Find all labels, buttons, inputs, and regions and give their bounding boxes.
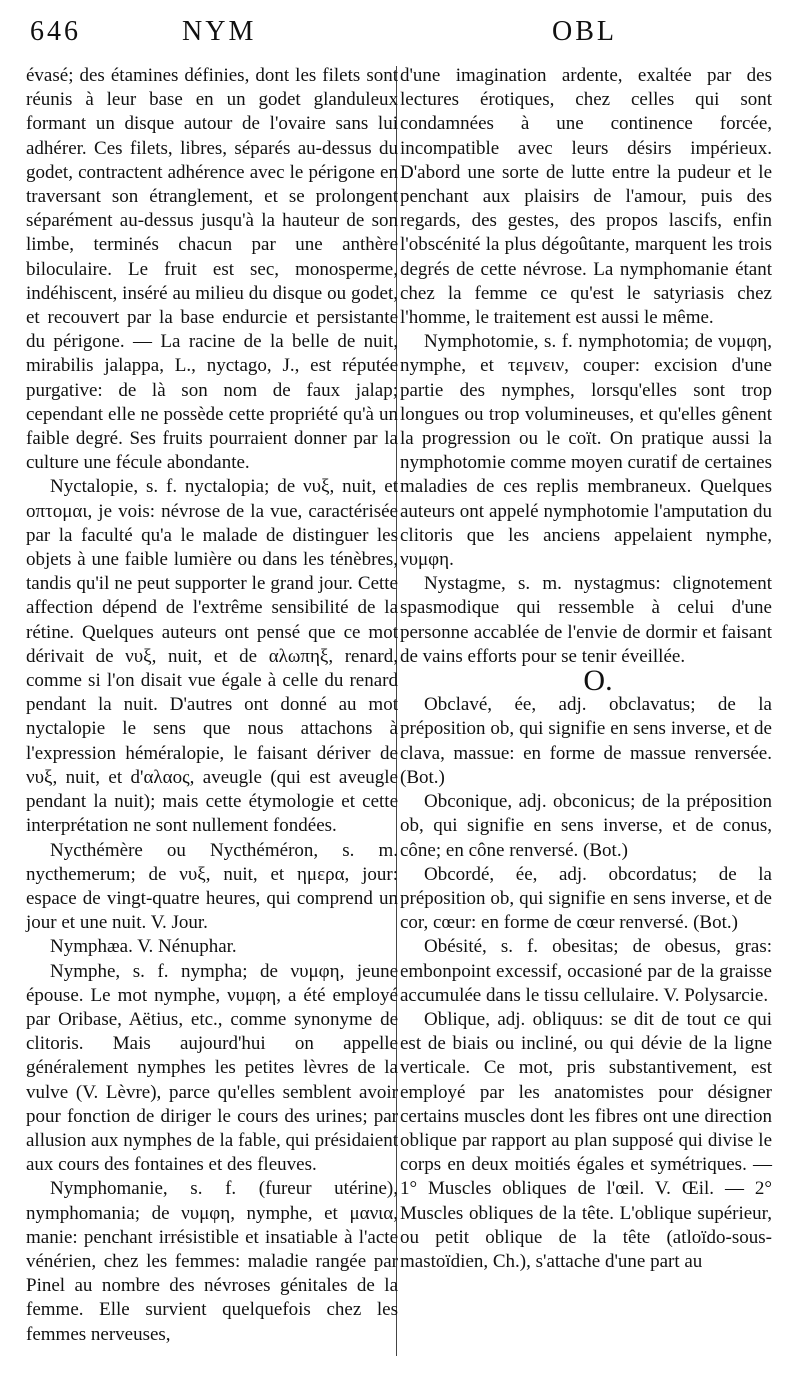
- entry-obclave: Obclavé, ée, adj. obclavatus; de la préposition ob, qui signifie en sens inverse, et de clava, massue: en forme de massue renversée. (Bot.): [400, 694, 772, 788]
- page-number: 646: [30, 16, 81, 47]
- entry-obcorde: Obcordé, ée, adj. obcordatus; de la préposition ob, qui signifie en sens inverse, et de cor, cœur: en forme de cœur renversé. (Bot.): [400, 863, 772, 934]
- running-head-right: OBL: [552, 16, 617, 47]
- right-column: [400, 64, 772, 1274]
- entry-nyctalopie: Nyctalopie, s. f. nyctalopia; de νυξ, nuit, et οπτομαι, je vois: névrose de la vue, caractérisée par la faculté qu'a le malade de distinguer les objets à une faible lumière ou dans les ténèbres, tandis qu'il ne peut supporter le grand jour. Cette affection dépend de l'extrême sensibilité de la rétine. Quelques auteurs ont pensé que ce mot dérivait de νυξ, nuit, et de αλωπηξ, renard, comme si l'on disait vue égale à celle du renard pendant la nuit. D'autres ont donné au mot nyctalopie le sens que nous attachons à l'expression héméralopie, le faisant dériver de νυξ, nuit, et d'αλαος, aveugle (qui est aveugle pendant la nuit); mais cette étymologie et cette interprétation ne sont nullement fondées.: [26, 476, 398, 837]
- entry-oblique: Oblique, adj. obliquus: se dit de tout ce qui est de biais ou incliné, ou qui dévie de la ligne verticale. Ce mot, pris substantivement, est employé par les anatomistes pour désigner certains muscles dont les fibres ont une direction oblique par rapport au plan supposé qui divise le corps en deux moitiés égales et symétriques. — 1° Muscles obliques de l'œil. V. Œil. — 2° Muscles obliques de la tête. L'oblique supérieur, ou petit oblique de la tête (atloïdo-sous-mastoïdien, Ch.), s'attache d'une part au: [400, 1008, 772, 1272]
- entry-nymphomanie-continued: d'une imagination ardente, exaltée par des lectures érotiques, chez celles qui sont condamnées à une continence forcée, incompatible avec leurs désirs impérieux. D'abord une sorte de lutte entre la pudeur et le penchant aux plaisirs de l'amour, puis des regards, des gestes, des propos lascifs, enfin l'obscénité la plus dégoûtante, marquent les trois degrés de cette névrose. La nymphomanie étant chez la femme ce qu'est le satyriasis chez l'homme, le traitement est aussi le même.: [400, 65, 772, 329]
- left-column: [26, 64, 398, 1347]
- entry-continuation: évasé; des étamines définies, dont les filets sont réunis à leur base en un godet glanduleux formant un disque autour de l'ovaire sans lui adhérer. Ces filets, libres, séparés au-dessus du godet, contractent adhérence avec le périgone en traversant son étranglement, et se prolongent séparément au-dessus jusqu'à la hauteur de son limbe, terminés chacun par une anthère biloculaire. Le fruit est sec, monosperme, indéhiscent, inséré au milieu du disque ou godet, et recouvert par la base endurcie et persistante du périgone. — La racine de la belle de nuit, mirabilis jalappa, L., nyctago, J., est réputée purgative: de là son nom de faux jalap; cependant elle ne possède cette propriété qu'à un faible degré. Ses fruits pourraient donner par la culture une fécule abondante.: [26, 65, 398, 474]
- entry-nycthemere: Nycthémère ou Nycthéméron, s. m. nycthemerum; de νυξ, nuit, et ημερα, jour: espace de vingt-quatre heures, qui comprend un jour et une nuit. V. Jour.: [26, 839, 398, 934]
- entry-nymphe: Nymphe, s. f. nympha; de νυμφη, jeune épouse. Le mot nymphe, νυμφη, a été employé par Oribase, Aëtius, etc., comme synonyme de clitoris. Mais aujourd'hui on appelle généralement nymphes les petites lèvres de la vulve (V. Lèvre), parce qu'elles semblent avoir pour fonction de diriger le cours des urines; par allusion aux nymphes de la fable, qui présidaient aux cours des fontaines et des fleuves.: [26, 960, 398, 1176]
- running-head-left: NYM: [182, 16, 257, 47]
- entry-obesite: Obésité, s. f. obesitas; de obesus, gras: embonpoint excessif, occasioné par de la graisse accumulée dans le tissu cellulaire. V. Polysarcie.: [400, 936, 772, 1006]
- entry-nystagme: Nystagme, s. m. nystagmus: clignotement spasmodique qui ressemble à celui d'une personne accablée de l'envie de dormir et faisant de vains efforts pour se tenir éveillée.: [400, 573, 772, 667]
- entry-nymphaea: Nymphæa. V. Nénuphar.: [50, 936, 237, 958]
- entry-obconique: Obconique, adj. obconicus; de la préposition ob, qui signifie en sens inverse, et de conus, cône; en cône renversé. (Bot.): [400, 791, 772, 861]
- entry-nymphotomie: Nymphotomie, s. f. nymphotomia; de νυμφη, nymphe, et τεμνειν, couper: excision d'une partie des nymphes, lorsqu'elles sont trop longues ou trop volumineuses, et qu'elles gênent la progression ou le coït. On pratique aussi la nymphotomie comme moyen curatif de certaines maladies de ces replis membraneux. Quelques auteurs ont appelé nymphotomie l'amputation du clitoris que les anciens appelaient nymphe, νυμφη.: [400, 331, 772, 571]
- entry-nymphomanie: Nymphomanie, s. f. (fureur utérine), nymphomania; de νυμφη, nymphe, et μανια, manie: penchant irrésistible et insatiable à l'acte vénérien, chez les femmes: maladie rangée par Pinel au nombre des névroses génitales de la femme. Elle survient quelquefois chez les femmes nerveuses,: [26, 1178, 398, 1345]
- section-letter-heading: O.: [583, 664, 613, 698]
